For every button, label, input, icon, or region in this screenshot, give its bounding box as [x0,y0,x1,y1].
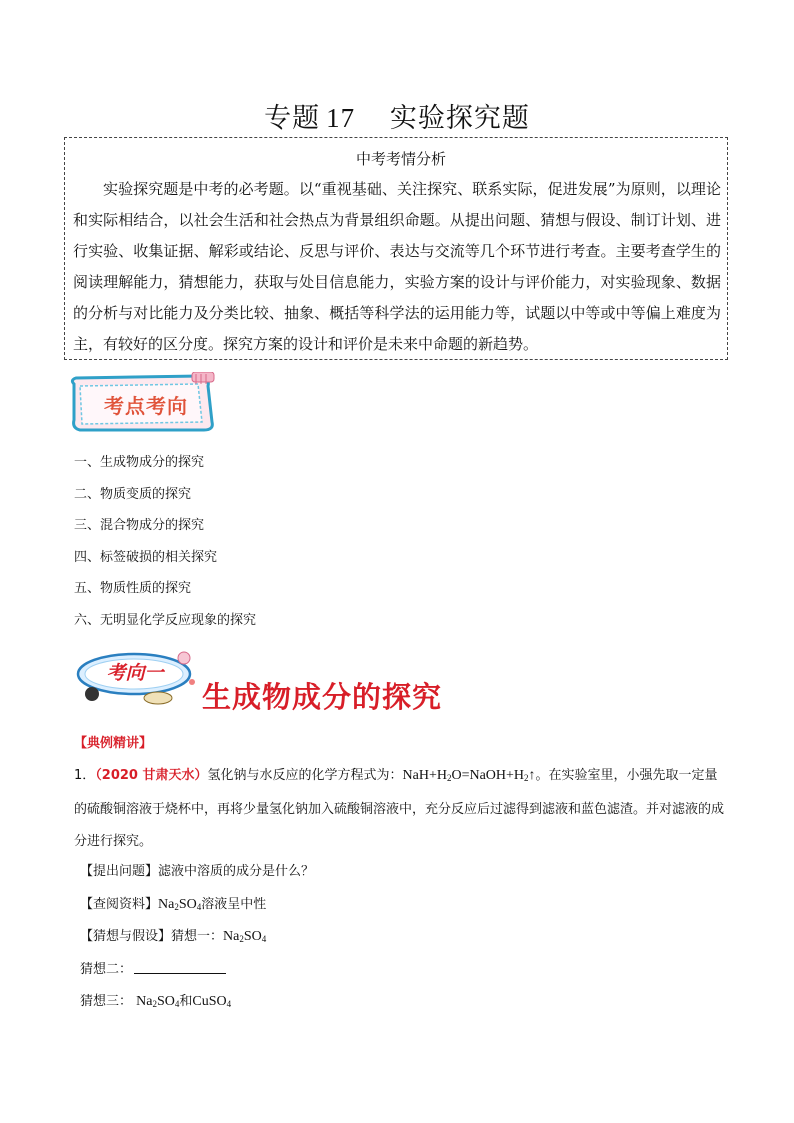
hypothesis-1 [80,925,266,945]
chem-part: Na [223,929,240,944]
section-title: 生成物成分的探究 [202,680,443,714]
topic-item: 五、物质性质的探究 [74,581,192,597]
conjunction: 和 [179,994,193,1009]
analysis-body: 实验探究题是中考的必考题。以“重视基础、关注探究、联系实际，促进发展”为原则，以理论和实际相结合，以社会生活和社会热点为背景组织命题。从提出问题、猜想与假设、制订计划、进行实验、收集证据、解彩或结论、反思与评价、表达与交流等几个环节进行考查。主要考查学生的阅读理解能力，猜想能力，获取与处目信息能力，实验方案的设计与评价能力，对实验现象、数据的分析与对比能力及分类比较、抽象、概括等科学法的运用能力等，试题以中等或中等偏上难度为主，有较好的区分度。探究方案的设计和评价是未来中命题的新趋势。 [73,180,721,353]
hypothesis-1-label: 猜想一： [171,929,224,944]
title-prefix: 专题 [264,103,321,134]
chem-part: Na [136,994,153,1009]
analysis-heading: 中考考情分析 [355,150,446,168]
chem-part: SO [243,929,262,944]
eq-part: NaH+H [402,768,447,783]
chemical-equation [403,768,536,783]
hypothesis-3 [80,990,231,1010]
chem-part: CuSO [192,994,227,1009]
reference-chemical [158,897,201,912]
chem-subscript: 4 [174,999,180,1009]
hypothesis-3-chemical-2 [192,994,231,1009]
chem-subscript: 2 [239,934,244,944]
eq-part: O=NaOH+H [451,768,525,783]
exam-points-badge [68,372,218,438]
topic-item: 四、标签破损的相关探究 [74,549,218,565]
hypothesis-label: 【猜想与假设】 [80,929,172,944]
prompt-label: 【提出问题】 [80,864,159,879]
topic-item: 三、混合物成分的探究 [74,518,205,534]
hypothesis-1-chemical [223,929,266,944]
topic-item: 二、物质变质的探究 [74,486,192,502]
exam-analysis-box [64,137,728,360]
section-badge-label: 考向一 [106,662,164,684]
section-badge [72,644,202,712]
hypothesis-2 [80,958,226,977]
topic-list [74,452,256,642]
topic-item: 一、生成物成分的探究 [74,455,205,470]
reference-info [80,893,266,913]
badge-label: 考点考向 [104,394,188,418]
chem-subscript: 4 [261,934,267,944]
reference-text: 溶液呈中性 [201,897,267,912]
chem-part: SO [178,897,197,912]
eq-subscript: 2 [446,773,452,783]
hypothesis-3-label: 猜想三： [80,994,133,1009]
example-tag: 【典例精讲】 [74,736,153,751]
prompt-text: 滤液中溶质的成分是什么？ [158,864,315,879]
hypothesis-2-label: 猜想二： [80,962,133,977]
document-title [0,96,794,135]
title-number: 17 [326,103,356,133]
topic-item: 六、无明显化学反应现象的探究 [74,612,257,628]
reference-label: 【查阅资料】 [80,897,159,912]
chem-part: Na [158,897,175,912]
eq-subscript: 2 [524,773,529,783]
eq-arrow: ↑ [528,768,536,783]
chem-subscript: 4 [226,999,232,1009]
question-source: （2020 甘肃天水） [95,768,208,783]
title-suffix: 实验探究题 [389,103,530,134]
question-1-stem [74,760,728,858]
question-prompt [80,860,314,879]
chem-subscript: 2 [152,999,157,1009]
hypothesis-3-chemical [136,994,179,1009]
question-intro: 氢化钠与水反应的化学方程式为： [207,768,403,783]
chem-subscript: 4 [196,902,202,912]
question-rest: 。在实验室里，小强先取一定量的硫酸铜溶液于烧杯中，再将少量氢化钠加入硫酸铜溶液中，充分反应后过滤得到滤液和蓝色滤渣。并对滤液的成分进行探究。 [74,768,725,849]
chem-part: SO [156,994,175,1009]
answer-blank[interactable] [134,961,226,974]
question-number: 1． [74,768,96,783]
chem-subscript: 2 [174,902,179,912]
